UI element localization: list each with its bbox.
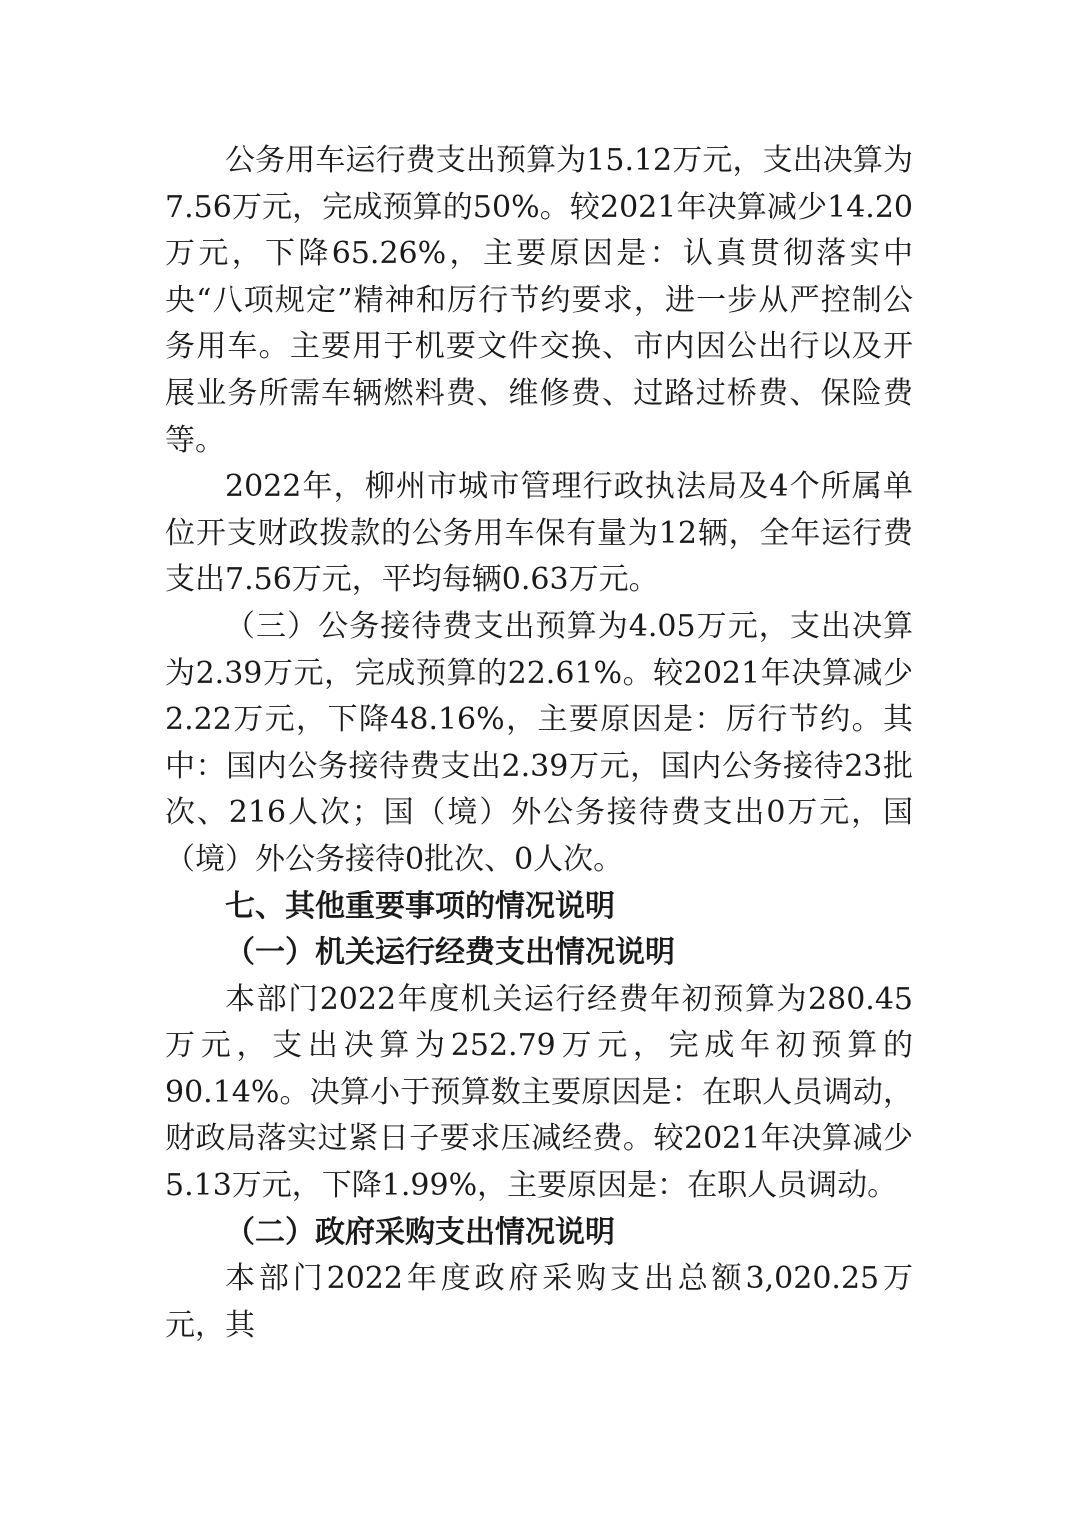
document-body	[165, 138, 913, 1349]
paragraph-operating-expenses: 本部门2022年度机关运行经费年初预算为280.45万元，支出决算为252.79万元，完成年初预算的90.14%。决算小于预算数主要原因是：在职人员调动，财政局落实过紧日子要求压减经费。较2021年决算减少5.13万元，下降1.99%，主要原因是：在职人员调动。	[165, 981, 913, 1204]
paragraph-vehicle-count: 2022年，柳州市城市管理行政执法局及4个所属单位开支财政拨款的公务用车保有量为12辆，全年运行费支出7.56万元，平均每辆0.63万元。	[165, 469, 913, 598]
section-heading-other-matters: 七、其他重要事项的情况说明	[225, 888, 615, 924]
subsection-heading-procurement: （二）政府采购支出情况说明	[225, 1214, 615, 1250]
subsection-heading-operating-expenses: （一）机关运行经费支出情况说明	[225, 935, 675, 971]
paragraph-procurement: 本部门2022年度政府采购支出总额3,020.25万元，其	[165, 1261, 913, 1343]
paragraph-reception-cost: （三）公务接待费支出预算为4.05万元，支出决算为2.39万元，完成预算的22.61%。较2021年决算减少2.22万元，下降48.16%，主要原因是：厉行节约。其中：国内公务接待费支出2.39万元，国内公务接待23批次、216人次；国（境）外公务接待费支出0万元，国（境）外公务接待0批次、0人次。	[165, 608, 913, 877]
paragraph-vehicle-operating-cost: 公务用车运行费支出预算为15.12万元，支出决算为7.56万元，完成预算的50%。较2021年决算减少14.20万元，下降65.26%，主要原因是：认真贯彻落实中央“八项规定”精神和厉行节约要求，进一步从严控制公务用车。主要用于机要文件交换、市内因公出行以及开展业务所需车辆燃料费、维修费、过路过桥费、保险费等。	[165, 143, 913, 458]
